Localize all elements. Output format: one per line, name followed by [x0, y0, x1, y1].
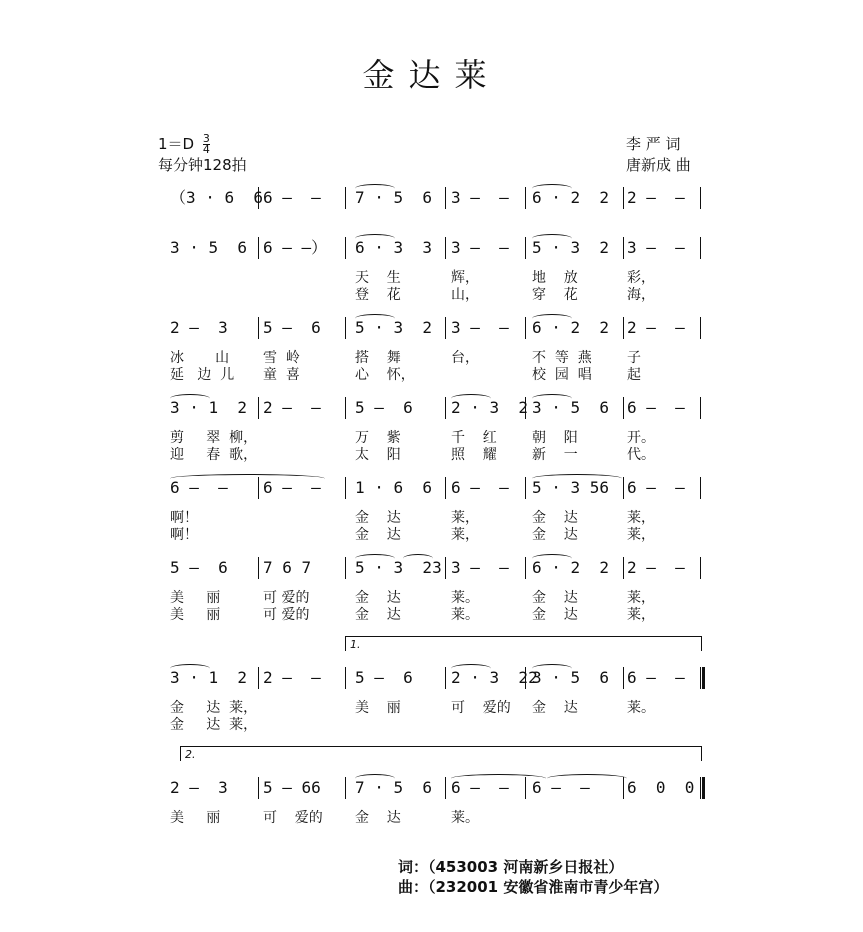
lyric-syllables: 金 达 [532, 590, 578, 606]
barline [345, 667, 346, 689]
slur-mark [532, 554, 572, 563]
barline [525, 557, 526, 579]
measure: 6 · 3 3 [355, 238, 433, 257]
final-barline [702, 667, 705, 689]
measure: 6 · 2 2 [532, 558, 610, 577]
staff-line [155, 663, 715, 693]
measure: 5 — 6 [355, 668, 413, 687]
lyric-syllables: 延 边 儿 [170, 367, 235, 383]
time-bottom: 4 [202, 143, 210, 156]
lyric-line [155, 714, 715, 732]
lyric-syllables: 金 达 [355, 510, 401, 526]
lyric-line [155, 347, 715, 365]
slur-mark [170, 664, 210, 673]
barline [445, 667, 446, 689]
measure: 5 — 66 [263, 778, 321, 797]
slur-mark [355, 774, 395, 783]
lyricist-credit: 李 严 词 [626, 135, 681, 153]
barline [345, 777, 346, 799]
lyric-syllables: 金 达 [532, 700, 578, 716]
measure: 3 · 5 6 [170, 238, 248, 257]
key-label: 1＝D [158, 135, 195, 153]
barline [345, 557, 346, 579]
measure: 5 · 3 56 [532, 478, 610, 497]
volta-number: 2. [185, 748, 196, 761]
lyric-syllables: 美 丽 [170, 810, 221, 826]
lyric-syllables: 美 丽 [170, 590, 221, 606]
lyric-syllables: 穿 花 [532, 287, 578, 303]
barline [445, 187, 446, 209]
barline [623, 397, 624, 419]
lyric-syllables: 童 喜 [263, 367, 300, 383]
lyric-syllables: 登 花 [355, 287, 401, 303]
barline [700, 317, 701, 339]
lyric-syllables: 可 爱的 [263, 810, 323, 826]
lyric-line [155, 444, 715, 462]
barline [258, 237, 259, 259]
lyric-syllables: 山， [451, 287, 479, 303]
lyric-syllables: 莱。 [627, 700, 655, 716]
lyric-syllables: 起 [627, 367, 641, 383]
barline [623, 557, 624, 579]
measure: 6 — —） [263, 238, 328, 257]
tempo-marking: 每分钟128拍 [158, 156, 247, 174]
barline [345, 477, 346, 499]
time-signature [203, 134, 210, 155]
lyric-syllables: 子 [627, 350, 641, 366]
measure: 5 — 6 [355, 398, 413, 417]
lyric-syllables: 美 丽 [170, 607, 221, 623]
measure: 2 — — [627, 318, 685, 337]
lyric-syllables: 朝 阳 [532, 430, 578, 446]
lyric-line [155, 284, 715, 302]
lyric-syllables: 啊！ [170, 510, 198, 526]
lyric-syllables: 可 爱的 [263, 590, 310, 606]
lyric-syllables: 彩， [627, 270, 655, 286]
measure: 6 — — [627, 668, 685, 687]
lyric-syllables: 地 放 [532, 270, 578, 286]
lyric-syllables: 莱， [627, 527, 655, 543]
slur-mark [170, 474, 325, 483]
volta-number: 1. [350, 638, 361, 651]
barline [700, 477, 701, 499]
slur-mark [532, 664, 572, 673]
slur-mark [451, 394, 491, 403]
slur-mark [451, 774, 546, 783]
lyric-syllables: 金 达 [355, 810, 401, 826]
staff-line [155, 773, 715, 803]
measure: 2 — — [263, 668, 321, 687]
measure: 6 · 2 2 [532, 188, 610, 207]
measure: 2 — — [627, 188, 685, 207]
lyric-syllables: 金 达 [355, 590, 401, 606]
barline [445, 237, 446, 259]
barline [700, 667, 701, 689]
measure: 5 · 3 2 [355, 318, 433, 337]
lyric-syllables: 照 耀 [451, 447, 497, 463]
lyric-syllables: 莱， [451, 527, 479, 543]
barline [525, 477, 526, 499]
measure: 7 · 5 6 [355, 778, 433, 797]
barline [345, 317, 346, 339]
slur-mark [403, 554, 433, 563]
measure: 3 · 5 6 [532, 668, 610, 687]
lyric-syllables: 金 达 [532, 510, 578, 526]
slur-mark [355, 554, 395, 563]
lyric-syllables: 迎 春 歌， [170, 447, 258, 463]
slur-mark [532, 234, 572, 243]
lyric-syllables: 开。 [627, 430, 655, 446]
measure: 3 · 5 6 [532, 398, 610, 417]
measure: 2 · 3 22 [451, 668, 538, 687]
barline [623, 317, 624, 339]
measure: 2 — 3 [170, 318, 228, 337]
slur-mark [532, 474, 622, 483]
barline [623, 237, 624, 259]
key-signature [158, 133, 210, 155]
lyric-syllables: 太 阳 [355, 447, 401, 463]
lyric-syllables: 搭 舞 [355, 350, 401, 366]
lyric-syllables: 海， [627, 287, 655, 303]
measure: 6 · 2 2 [532, 318, 610, 337]
barline [445, 557, 446, 579]
measure: 3 — — [451, 188, 509, 207]
staff-line [155, 553, 715, 583]
lyric-syllables: 莱， [627, 590, 655, 606]
volta-bracket [180, 746, 702, 761]
lyric-syllables: 莱， [627, 607, 655, 623]
barline [700, 397, 701, 419]
slur-mark [532, 314, 572, 323]
barline [700, 777, 701, 799]
lyric-syllables: 雪 岭 [263, 350, 300, 366]
barline [345, 187, 346, 209]
measure: 7 · 5 6 [355, 188, 433, 207]
lyric-syllables: 莱。 [451, 607, 479, 623]
lyric-syllables: 莱。 [451, 810, 479, 826]
barline [700, 237, 701, 259]
measure: 6 — — [451, 778, 509, 797]
barline [258, 777, 259, 799]
slur-mark [547, 774, 627, 783]
barline [345, 237, 346, 259]
barline [700, 187, 701, 209]
lyric-syllables: 莱， [451, 510, 479, 526]
barline [258, 667, 259, 689]
measure: 3 · 1 2 [170, 668, 248, 687]
slur-mark [355, 234, 395, 243]
lyric-syllables: 冰 山 [170, 350, 230, 366]
barline [700, 557, 701, 579]
measure: 6 0 0 [627, 778, 695, 797]
lyric-syllables: 莱。 [451, 590, 479, 606]
staff-line [155, 313, 715, 343]
lyric-line [155, 427, 715, 445]
measure: 6 — — [263, 478, 321, 497]
measure: 5 · 3 23 [355, 558, 442, 577]
volta-bracket [345, 636, 702, 651]
lyric-syllables: 代。 [627, 447, 655, 463]
measure: 5 — 6 [170, 558, 228, 577]
lyric-line [155, 807, 715, 825]
song-title: 金达莱 [362, 56, 501, 94]
measure: 6 — — [170, 478, 228, 497]
measure: 6 — — [451, 478, 509, 497]
measure: 6 — — [263, 188, 321, 207]
slur-mark [170, 394, 210, 403]
barline [525, 187, 526, 209]
barline [445, 317, 446, 339]
barline [258, 317, 259, 339]
lyric-syllables: 剪 翠 柳， [170, 430, 258, 446]
lyric-syllables: 可 爱的 [263, 607, 310, 623]
barline [623, 187, 624, 209]
barline [623, 477, 624, 499]
measure: 5 — 6 [263, 318, 321, 337]
footer-composer-address: 曲：（232001 安徽省淮南市青少年宫） [398, 878, 669, 896]
measure: 6 — — [627, 478, 685, 497]
measure: 6 — — [627, 398, 685, 417]
lyric-syllables: 金 达 莱， [170, 700, 258, 716]
slur-mark [532, 184, 572, 193]
time-top: 3 [202, 132, 210, 145]
staff-line [155, 183, 715, 213]
measure: （3 · 6 6 [170, 188, 264, 207]
slur-mark [451, 664, 491, 673]
measure: 2 · 3 2 [451, 398, 529, 417]
barline [623, 667, 624, 689]
staff-line [155, 393, 715, 423]
lyric-line [155, 604, 715, 622]
lyric-syllables: 可 爱的 [451, 700, 511, 716]
barline [258, 557, 259, 579]
lyric-syllables: 千 红 [451, 430, 497, 446]
lyric-line [155, 697, 715, 715]
final-barline [702, 777, 705, 799]
lyric-line [155, 267, 715, 285]
lyric-syllables: 美 丽 [355, 700, 401, 716]
measure: 2 — 3 [170, 778, 228, 797]
footer-lyricist-address: 词：（453003 河南新乡日报社） [398, 858, 624, 876]
slur-mark [532, 394, 572, 403]
measure: 3 — — [627, 238, 685, 257]
slur-mark [355, 314, 395, 323]
slur-mark [355, 184, 395, 193]
barline [445, 397, 446, 419]
staff-line [155, 233, 715, 263]
lyric-syllables: 金 达 [532, 527, 578, 543]
measure: 2 — — [627, 558, 685, 577]
lyric-line [155, 587, 715, 605]
lyric-syllables: 莱， [627, 510, 655, 526]
lyric-syllables: 新 一 [532, 447, 578, 463]
barline [345, 397, 346, 419]
barline [445, 477, 446, 499]
lyric-syllables: 金 达 莱， [170, 717, 258, 733]
lyric-line [155, 507, 715, 525]
lyric-syllables: 台， [451, 350, 479, 366]
measure: 5 · 3 2 [532, 238, 610, 257]
measure: 3 — — [451, 318, 509, 337]
measure: 7 6 7 [263, 558, 312, 577]
measure: 3 — — [451, 238, 509, 257]
lyric-line [155, 524, 715, 542]
composer-credit: 唐新成 曲 [626, 156, 691, 174]
lyric-syllables: 啊！ [170, 527, 198, 543]
measure: 3 — — [451, 558, 509, 577]
lyric-syllables: 天 生 [355, 270, 401, 286]
measure: 6 — — [532, 778, 590, 797]
lyric-syllables: 辉， [451, 270, 479, 286]
lyric-syllables: 不 等 燕 [532, 350, 592, 366]
measure: 3 · 1 2 [170, 398, 248, 417]
barline [445, 777, 446, 799]
lyric-line [155, 364, 715, 382]
measure: 1 · 6 6 [355, 478, 433, 497]
lyric-syllables: 万 紫 [355, 430, 401, 446]
lyric-syllables: 金 达 [355, 527, 401, 543]
lyric-syllables: 校 园 唱 [532, 367, 592, 383]
measure: 2 — — [263, 398, 321, 417]
lyric-syllables: 金 达 [532, 607, 578, 623]
barline [525, 237, 526, 259]
lyric-syllables: 金 达 [355, 607, 401, 623]
barline [525, 317, 526, 339]
lyric-syllables: 心 怀， [355, 367, 415, 383]
barline [258, 397, 259, 419]
